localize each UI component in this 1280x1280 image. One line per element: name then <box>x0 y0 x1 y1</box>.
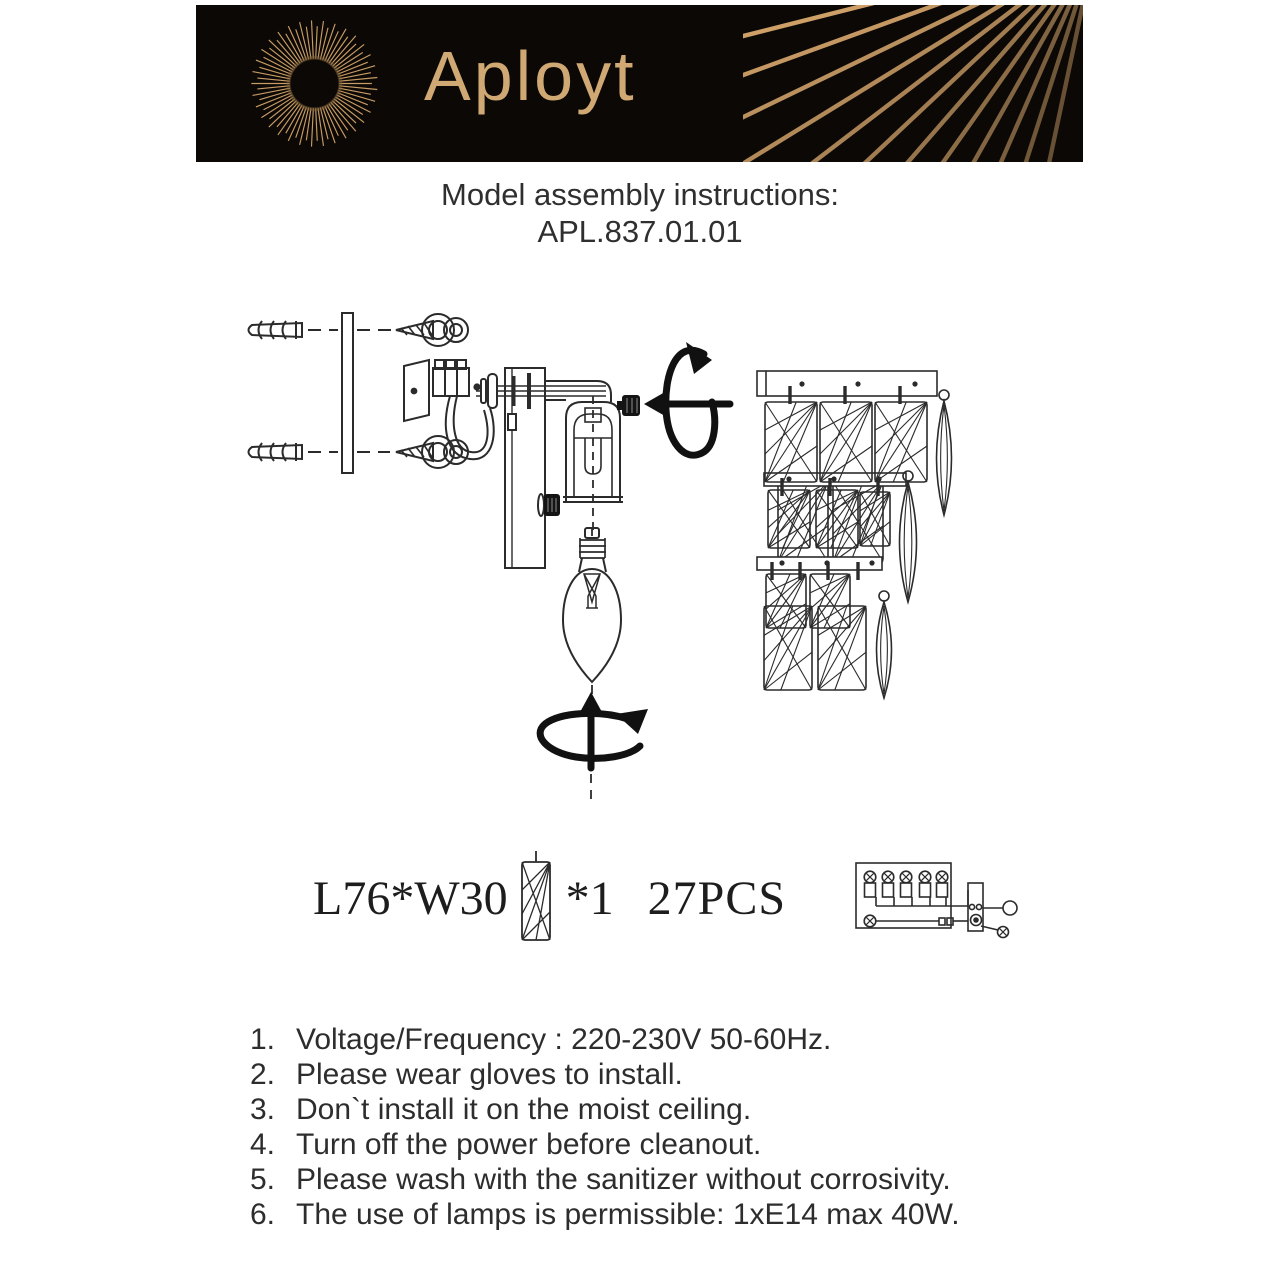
assembly-diagram <box>0 290 1280 810</box>
item-number: 4. <box>250 1128 276 1161</box>
page-heading <box>0 176 1280 250</box>
item-number: 2. <box>250 1058 276 1091</box>
wall-strip <box>342 313 353 473</box>
wiring-diagram <box>848 850 1033 950</box>
mounting-bracket <box>505 368 545 568</box>
alignment-dashes <box>308 330 392 452</box>
item-text: Turn off the power before cleanout. <box>296 1128 762 1161</box>
item-number: 3. <box>250 1093 276 1126</box>
pieces-count-label: 27PCS <box>647 871 787 925</box>
brand-banner <box>196 5 1083 162</box>
brand-name: Aployt <box>424 37 637 115</box>
model-number: APL.837.01.01 <box>537 214 743 249</box>
list-item <box>250 1127 1090 1162</box>
item-number: 1. <box>250 1023 276 1056</box>
item-text: Don`t install it on the moist ceiling. <box>296 1093 752 1126</box>
list-item <box>250 1022 1090 1057</box>
heading-title: Model assembly instructions: <box>441 177 839 212</box>
screw-icon <box>396 314 468 346</box>
crystal-dimension-label: L76*W30 <box>313 871 508 925</box>
list-item <box>250 1197 1090 1232</box>
wall-plate <box>404 360 429 421</box>
wires <box>446 396 494 459</box>
item-text: Please wash with the sanitizer without corrosivity. <box>296 1163 951 1196</box>
crystal-quantity-label: *1 <box>565 871 614 925</box>
rotation-arrow-icon <box>540 692 648 768</box>
crystal-icon <box>514 850 558 946</box>
rotation-arrow-icon <box>644 342 730 455</box>
list-item <box>250 1092 1090 1127</box>
sunburst-logo-icon <box>238 7 391 160</box>
wall-anchor-icon <box>249 321 303 339</box>
decorative-rays-icon <box>743 5 1083 162</box>
list-item <box>250 1162 1090 1197</box>
item-number: 6. <box>250 1198 276 1231</box>
wall-anchor-icon <box>249 443 303 461</box>
sconce-drawing <box>757 371 952 698</box>
item-number: 5. <box>250 1163 276 1196</box>
bulb-icon <box>563 526 621 682</box>
set-screw-icon <box>538 494 560 516</box>
item-text: Voltage/Frequency : 220-230V 50-60Hz. <box>296 1023 832 1056</box>
instruction-list <box>250 1022 1090 1232</box>
mounting-rod <box>476 373 606 409</box>
item-text: Please wear gloves to install. <box>296 1058 683 1091</box>
item-text: The use of lamps is permissible: 1xE14 max 40W. <box>296 1198 960 1231</box>
list-item <box>250 1057 1090 1092</box>
parts-summary <box>313 850 786 946</box>
